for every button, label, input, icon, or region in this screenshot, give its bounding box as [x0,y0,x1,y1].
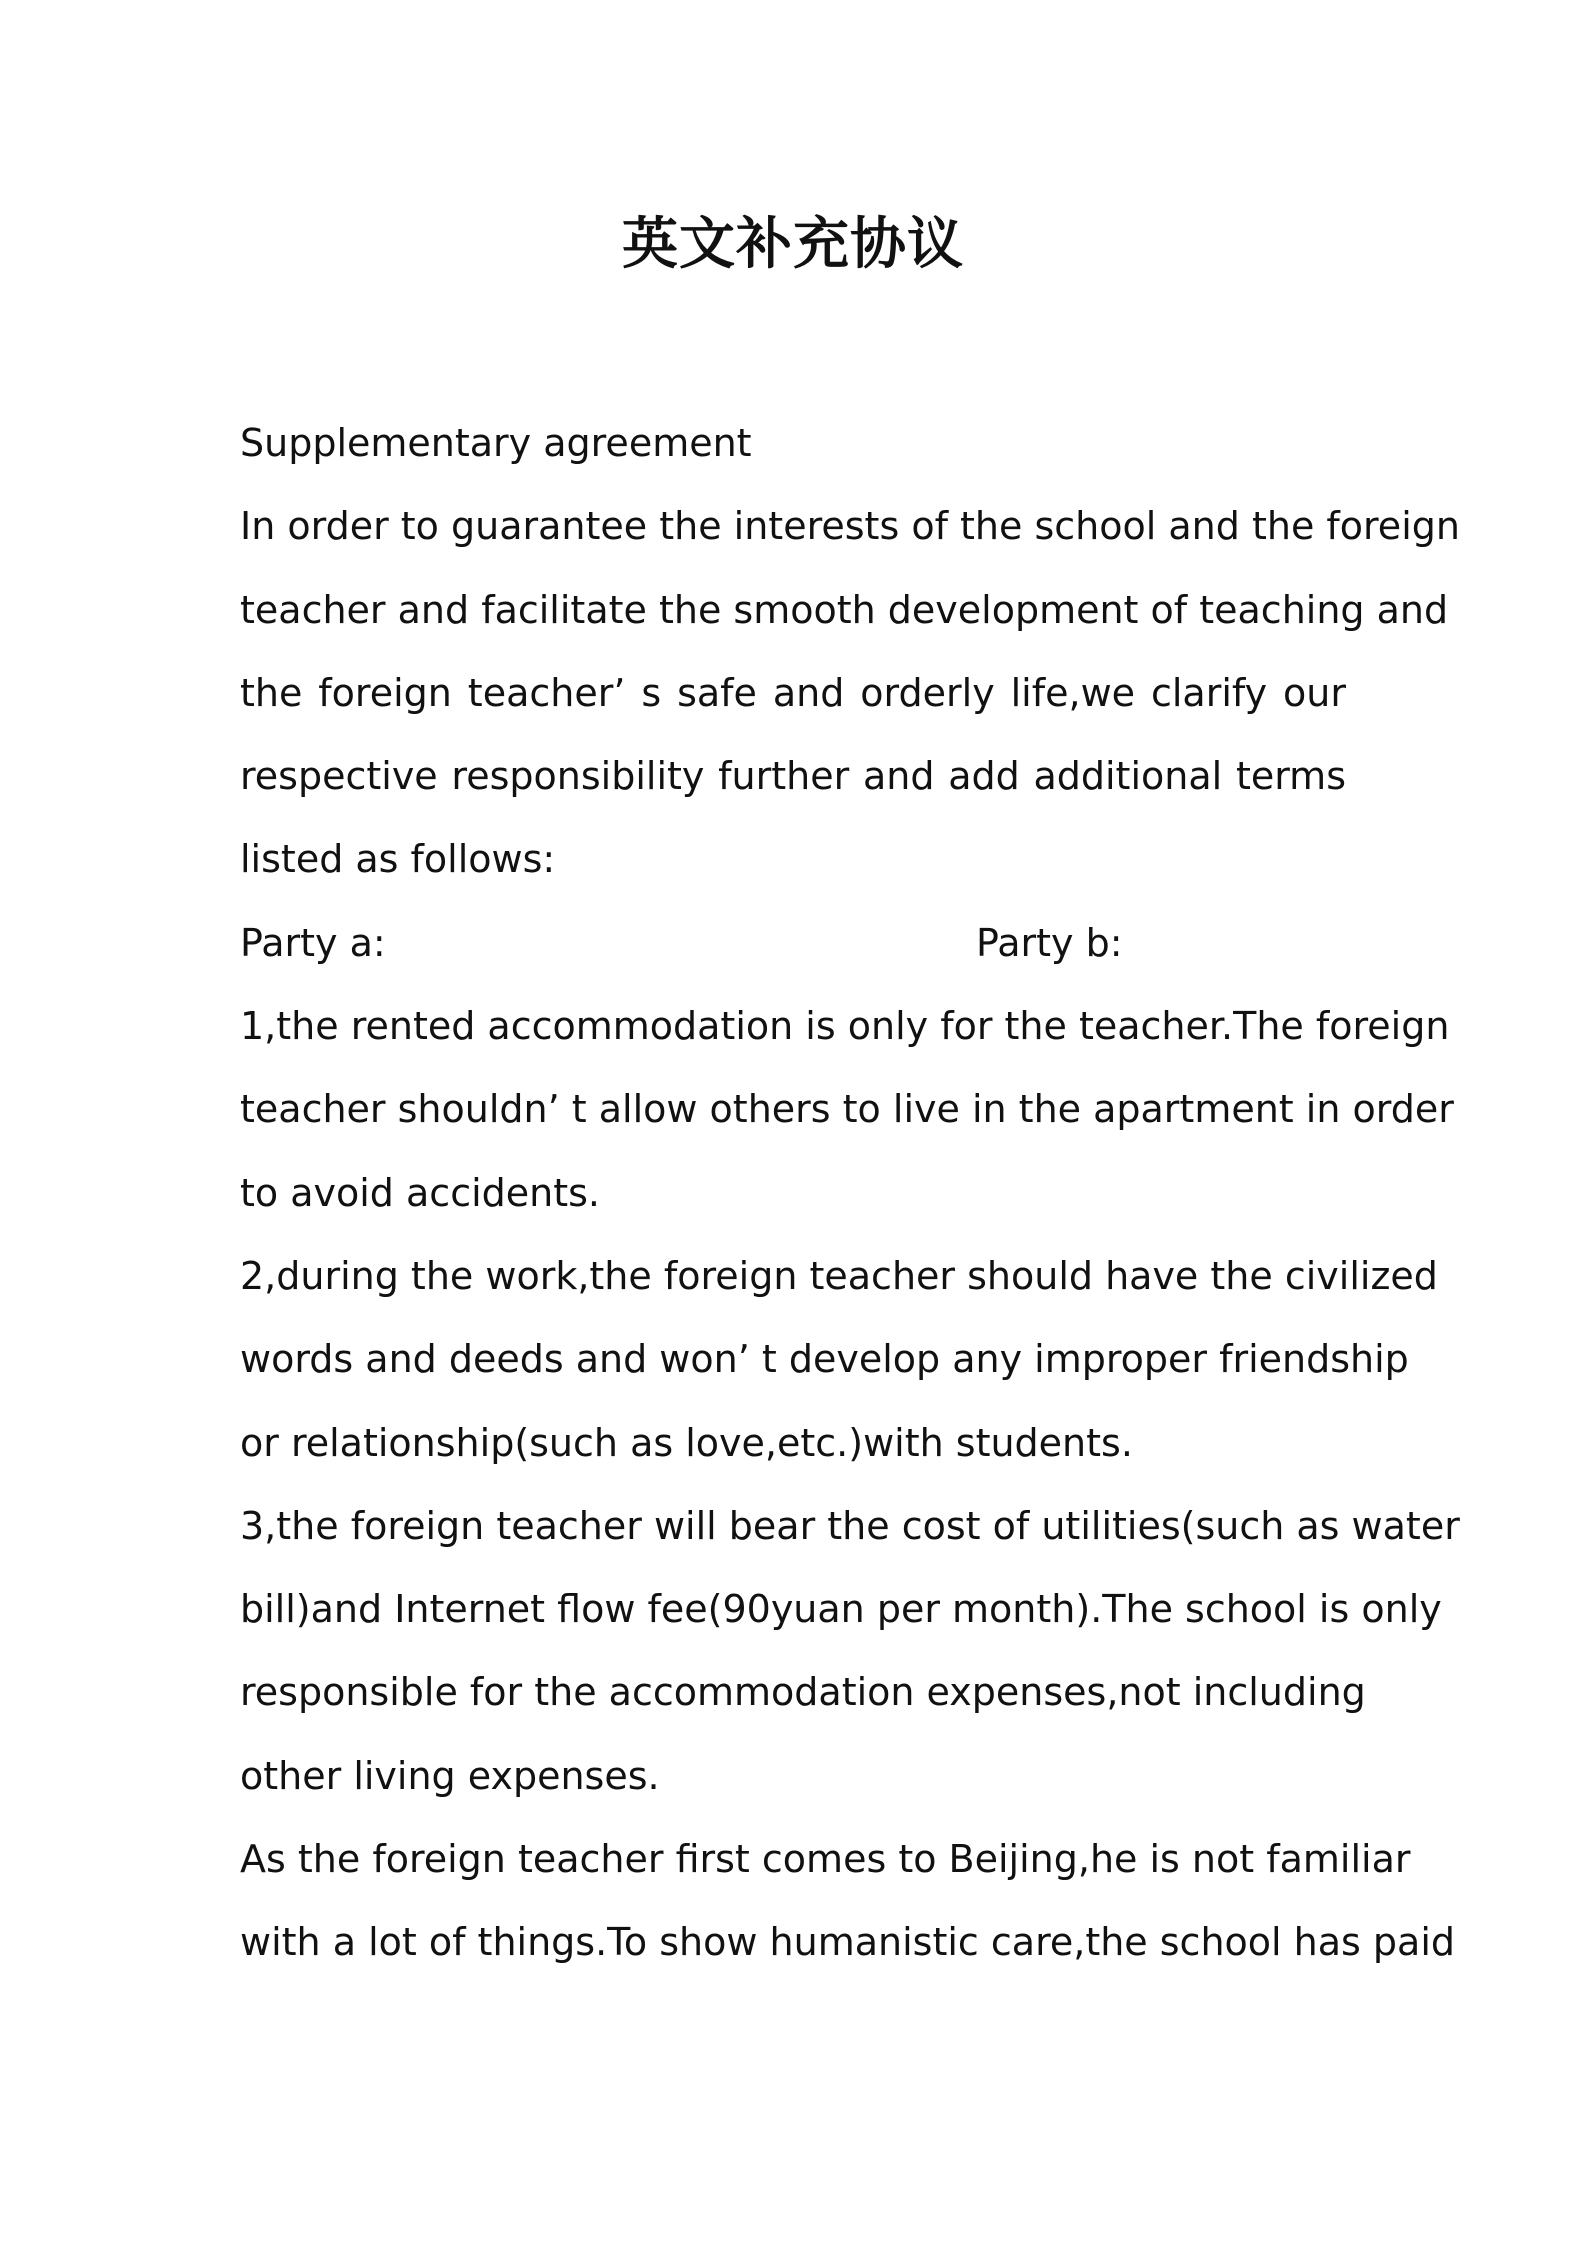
clause-3-line: bill)and Internet flow fee(90yuan per month).The school is only [240,1587,1442,1632]
clause-1-line: to avoid accidents. [240,1170,600,1215]
intro-line: teacher and facilitate the smooth development of teaching and [240,587,1449,632]
closing-line: As the foreign teacher first comes to Beijing,he is not familiar [240,1837,1411,1882]
intro-line: listed as follows: [240,837,556,882]
party-row [240,902,1346,985]
clause-3-line: responsible for the accommodation expenses,not including [240,1670,1366,1715]
clause-3-line: 3,the foreign teacher will bear the cost of utilities(such as water [240,1503,1460,1548]
clause-3-line: other living expenses. [240,1753,660,1798]
document-title: 英文补充协议 [622,212,964,277]
clause-2-line: 2,during the work,the foreign teacher should have the civilized [240,1253,1438,1298]
clause-1-line: 1,the rented accommodation is only for the teacher.The foreign [240,1004,1450,1049]
document-body [240,402,1460,1985]
clause-2-line: words and deeds and won’ t develop any improper friendship [240,1337,1409,1382]
party-a-label: Party a: [240,920,386,965]
agreement-heading: Supplementary agreement [240,421,752,465]
party-b-label: Party b: [976,920,1123,965]
closing-line: with a lot of things.To show humanistic care,the school has paid [240,1920,1455,1965]
intro-line: the foreign teacher’ s safe and orderly life,we clarify our [240,670,1346,715]
clause-2-line: or relationship(such as love,etc.)with students. [240,1420,1133,1465]
intro-line: respective responsibility further and add additional terms [240,754,1346,799]
intro-line: In order to guarantee the interests of the school and the foreign [240,504,1460,549]
clause-1-line: teacher shouldn’ t allow others to live in the apartment in order [240,1087,1454,1132]
